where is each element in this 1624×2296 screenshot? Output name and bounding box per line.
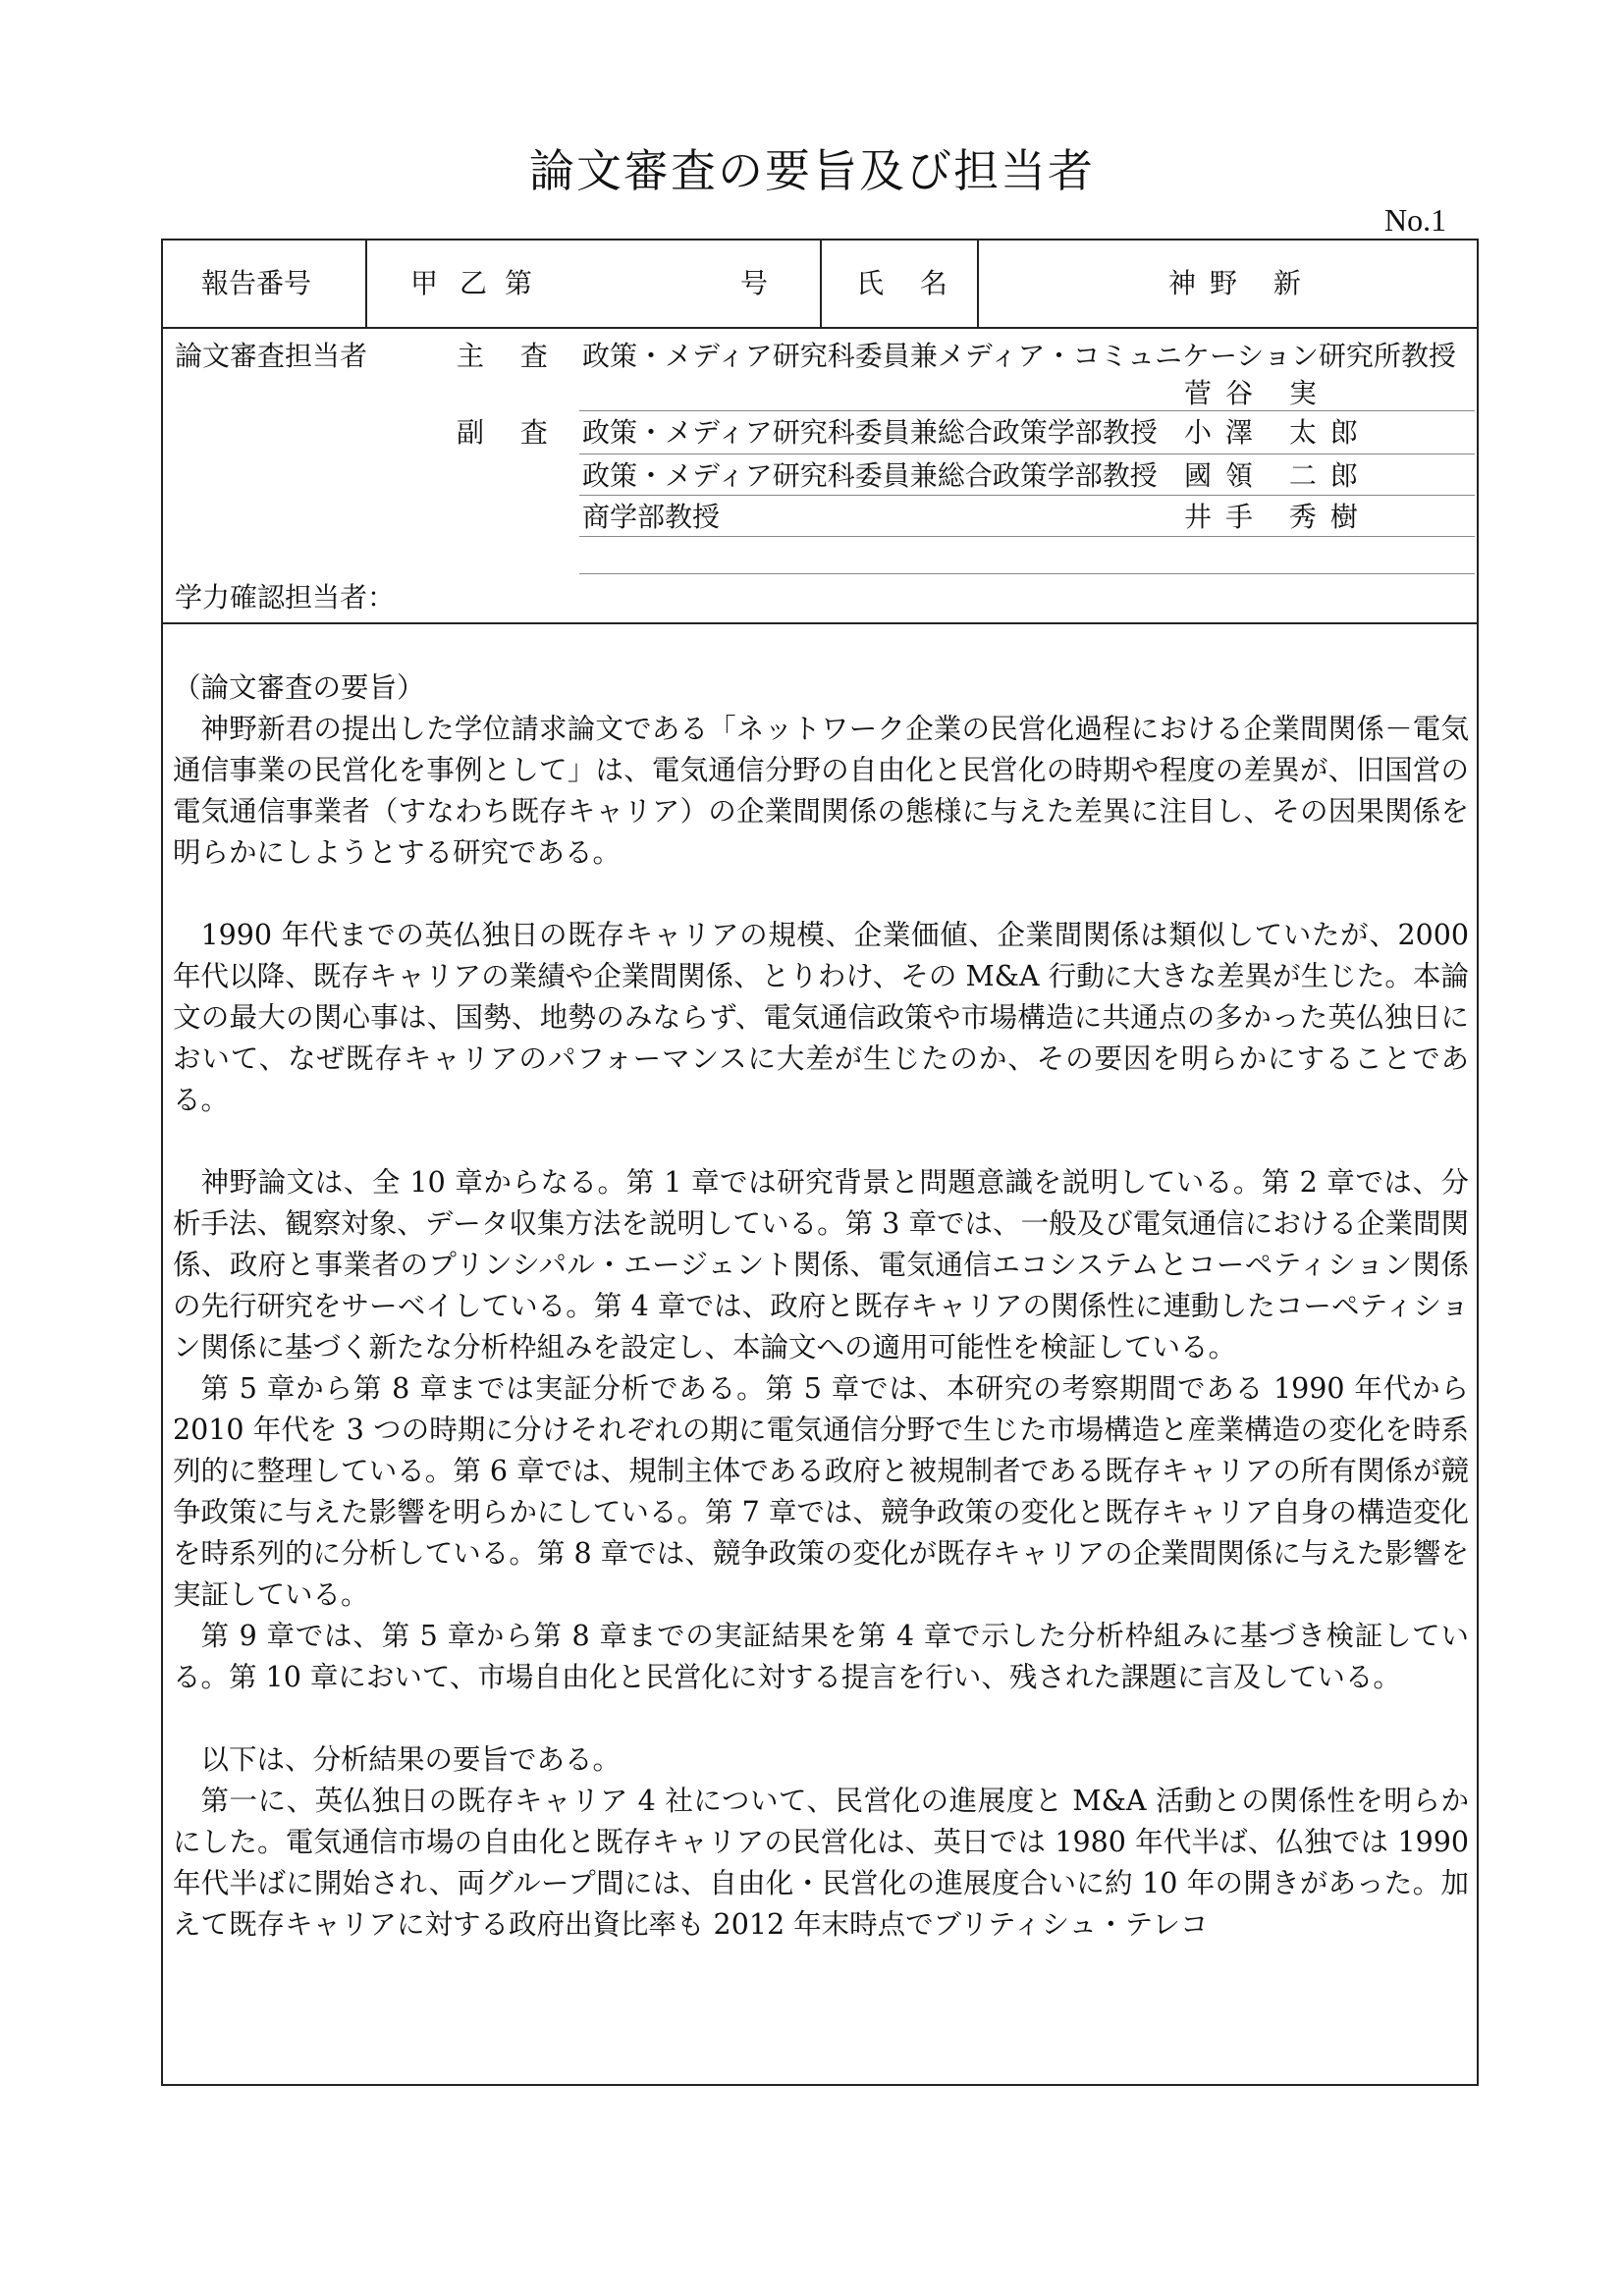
summary-paragraph: 神野新君の提出した学位請求論文である「ネットワーク企業の民営化過程における企業間関係－電気通信事業の民営化を事例として」は、電気通信分野の自由化と民営化の時期や程度の差異が、旧国営の電気通信事業者（すなわち既存キャリア）の企業間関係の態様に与えた差異に注目し、その因果関係を明らかにしようとする研究である。 [173, 713, 1469, 869]
committee-label: 論文審査担当者 [175, 340, 368, 372]
summary-heading: （論文審査の要旨） [173, 671, 425, 704]
committee-line [579, 410, 1475, 411]
summary-paragraph: 第 9 章では、第 5 章から第 8 章までの実証結果を第 4 章で示した分析枠組みに基づき検証している。第 10 章において、市場自由化と民営化に対する提言を行い、残された課題に言及している。 [173, 1620, 1469, 1693]
summary-paragraph: 第 5 章から第 8 章までは実証分析である。第 5 章では、本研究の考察期間である 1990 年代から 2010 年代を 3 つの時期に分けそれぞれの期に電気通信分野で生じた市場構造と産業構造の変化を時系列的に整理している。第 6 章では、規制主体である政府と被規制者である既存キャリアの所有関係が競争政策に与えた影響を明らかにしている。第 7 章では、競争政策の変化と既存キャリア自身の構造変化を時系列的に分析している。第 8 章では、競争政策の変化が既存キャリアの企業間関係に与えた影響を実証している。 [173, 1372, 1469, 1611]
header-col-divider-1 [365, 239, 367, 327]
committee-section-divider [161, 622, 1479, 624]
summary-paragraph: 1990 年代までの英仏独日の既存キャリアの規模、企業価値、企業間関係は類似していたが、2000 年代以降、既存キャリアの業績や企業間関係、とりわけ、その M&A 行動に大きな差異が生じた。本論文の最大の関心事は、国勢、地勢のみならず、電気通信政策や市場構造に共通点の多かった英仏独日において、なぜ既存キャリアのパフォーマンスに大差が生じたのか、その要因を明らかにすることである。 [173, 919, 1469, 1116]
vice-examiner-label: 副 査 [457, 416, 562, 449]
vice-examiner-name-3: 井手 秀樹 [1184, 501, 1372, 533]
chief-examiner-label: 主 査 [457, 340, 562, 372]
report-dai: 第 [505, 267, 533, 299]
summary-paragraph: 第一に、英仏独日の既存キャリア 4 社について、民営化の進展度と M&A 活動との関係性を明らかにした。電気通信市場の自由化と既存キャリアの民営化は、英日では 1980 年代半ば、仏独では 1990 年代半ばに開始され、両グループ間には、自由化・民営化の進展度合いに約 10 年の開きがあった。加えて既存キャリアに対する政府出資比率も 2012 年末時点でブリティシュ・テレコ [173, 1785, 1469, 1941]
report-otsu: 乙 [460, 267, 488, 299]
chief-examiner-name: 菅谷 実 [1184, 377, 1330, 409]
committee-line [579, 573, 1475, 574]
name-label: 氏 名 [856, 267, 961, 299]
summary-paragraph: 神野論文は、全 10 章からなる。第 1 章では研究背景と問題意識を説明している。第 2 章では、分析手法、観察対象、データ収集方法を説明している。第 3 章では、一般及び電気通信における企業間関係、政府と事業者のプリンシパル・エージェント関係、電気通信エコシステムとコーペティション関係の先行研究をサーベイしている。第 4 章では、政府と既存キャリアの関係性に連動したコーペティション関係に基づく新たな分析枠組みを設定し、本論文への適用可能性を検証している。 [173, 1166, 1469, 1363]
header-col-divider-3 [977, 239, 979, 327]
academic-check-label: 学力確認担当者： [175, 581, 396, 614]
page-number: No.1 [1384, 202, 1447, 238]
vice-examiner-name-1: 小澤 太郎 [1184, 416, 1372, 449]
report-number-label: 報告番号 [201, 267, 312, 299]
name-value: 神野 新 [1168, 267, 1315, 299]
summary-body [173, 667, 1469, 1946]
vice-examiner-name-2: 國領 二郎 [1184, 459, 1372, 492]
committee-line [579, 495, 1475, 496]
header-row-divider [161, 327, 1479, 329]
vice-examiner-affiliation-3: 商学部教授 [582, 501, 721, 533]
summary-paragraph: 以下は、分析結果の要旨である。 [200, 1743, 622, 1776]
header-col-divider-2 [820, 239, 822, 327]
vice-examiner-affiliation-1: 政策・メディア研究科委員兼総合政策学部教授 [582, 416, 1158, 449]
committee-line [579, 536, 1475, 537]
report-go: 号 [740, 267, 769, 299]
chief-examiner-affiliation: 政策・メディア研究科委員兼メディア・コミュニケーション研究所教授 [582, 340, 1456, 372]
vice-examiner-affiliation-2: 政策・メディア研究科委員兼総合政策学部教授 [582, 459, 1158, 492]
report-kou: 甲 [410, 267, 439, 299]
document-title: 論文審査の要旨及び担当者 [529, 144, 1095, 197]
